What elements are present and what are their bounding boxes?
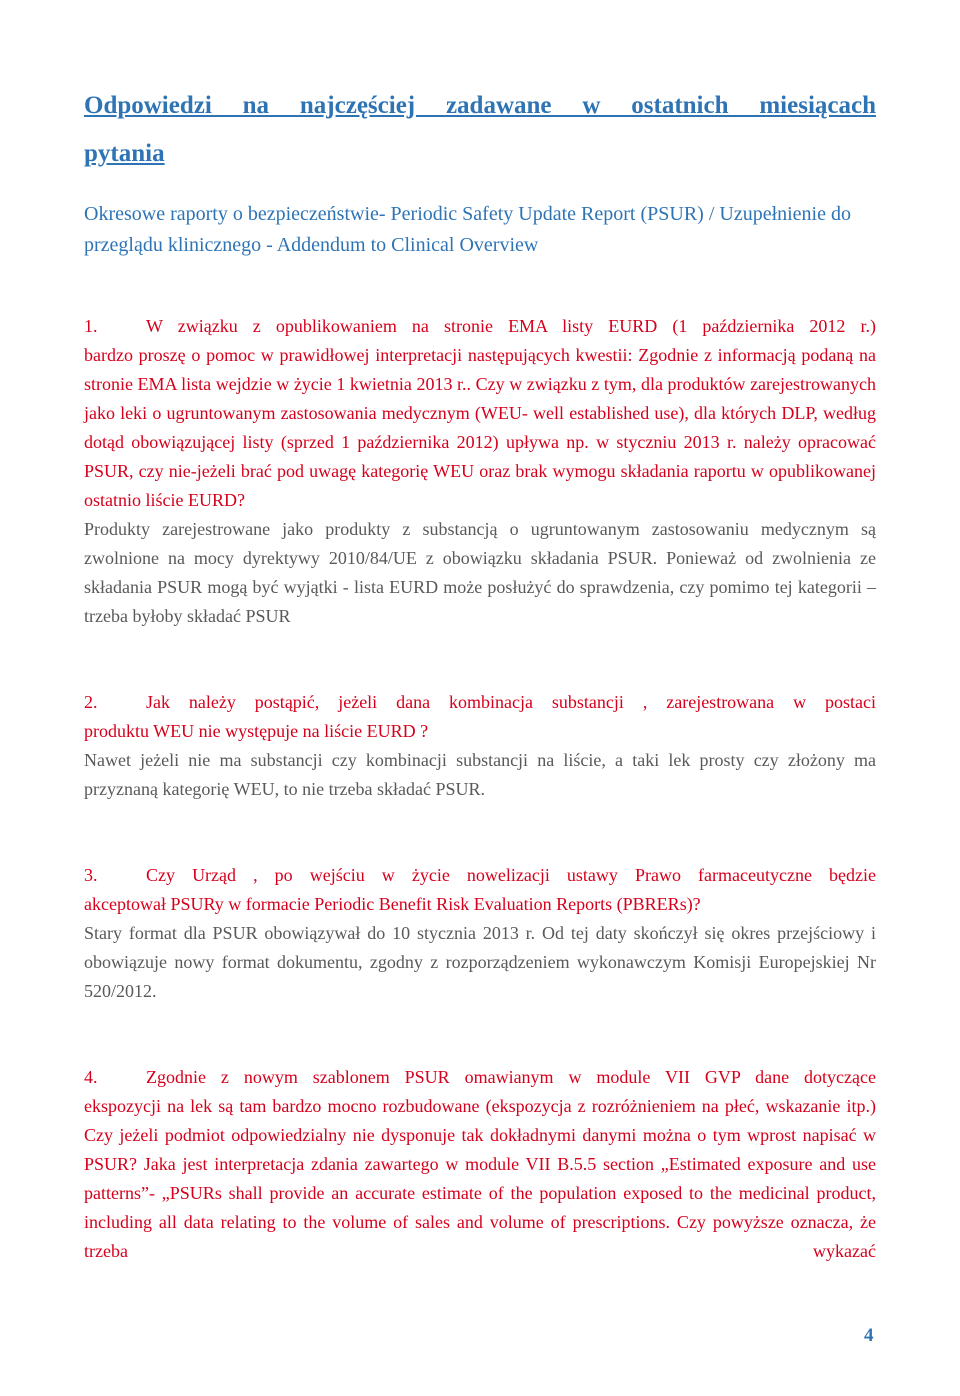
item-number: 4.: [84, 1067, 98, 1087]
document-page: [84, 82, 876, 1266]
qa-item-2: [84, 688, 876, 804]
title-line-2: pytania: [84, 140, 165, 167]
section-subtitle: Okresowe raporty o bezpieczeństwie- Periodic Safety Update Report (PSUR) / Uzupełnienie do przeglądu klinicznego - Addendum to Clinical Overview: [84, 203, 851, 256]
question-text: ekspozycji na lek są tam bardzo mocno rozbudowane (ekspozycja z rozróżnieniem na płeć, wskazanie itp.) Czy jeżeli podmiot odpowiedzialny nie dysponuje tak dokładnymi danymi można o tym wprost napisać w PSUR? Jaka jest interpretacja zdania zawartego w module VII B.5.5 section „Estimated exposure and use patterns”- „PSURs shall provide an accurate estimate of the population exposed to the medicinal product, including all data relating to the volume of sales and volume of prescriptions. Czy powyższe oznacza, że trzeba wykazać: [84, 1096, 876, 1261]
question-text: produktu WEU nie występuje na liście EURD ?: [84, 721, 429, 741]
item-number: 2.: [84, 692, 98, 712]
item-number: 1.: [84, 316, 98, 336]
title-line-1: Odpowiedzi na najczęściej zadawane w ostatnich miesiącach: [84, 92, 876, 119]
answer-text: Stary format dla PSUR obowiązywał do 10 stycznia 2013 r. Od tej daty skończył się okres przejściowy i obowiązuje nowy format dokumentu, zgodny z rozporządzeniem wykonawczym Komisji Europejskiej Nr 520/2012.: [84, 923, 876, 1001]
question-lead: 2. Jak należy postąpić, jeżeli dana kombinacja substancji , zarejestrowana w postaci: [84, 688, 876, 717]
qa-item-3: [84, 861, 876, 1006]
question-lead: 4. Zgodnie z nowym szablonem PSUR omawianym w module VII GVP dane dotyczące: [84, 1063, 876, 1092]
question-lead: 1. W związku z opublikowaniem na stronie EMA listy EURD (1 października 2012 r.): [84, 312, 876, 341]
page-title: [84, 82, 876, 178]
question-lead: 3. Czy Urząd , po wejściu w życie nowelizacji ustawy Prawo farmaceutyczne będzie: [84, 861, 876, 890]
item-number: 3.: [84, 865, 98, 885]
qa-item-1: [84, 312, 876, 631]
qa-item-4: [84, 1063, 876, 1266]
question-text: akceptował PSURy w formacie Periodic Benefit Risk Evaluation Reports (PBRERs)?: [84, 894, 701, 914]
answer-text: Nawet jeżeli nie ma substancji czy kombinacji substancji na liście, a taki lek prosty czy złożony ma przyznaną kategorię WEU, to nie trzeba składać PSUR.: [84, 750, 876, 799]
question-text: bardzo proszę o pomoc w prawidłowej interpretacji następujących kwestii: Zgodnie z informacją podaną na stronie EMA lista wejdzie w życie 1 kwietnia 2013 r.. Czy w związku z tym, dla produktów zarejestrowanych jako leki o ugruntowanym zastosowania medycznym (WEU- well established use), dla których DLP, według dotąd obowiązującej listy (sprzed 1 października 2012) upływa np. w styczniu 2013 r. należy opracować PSUR, czy nie-jeżeli brać pod uwagę kategorię WEU oraz brak wymogu składania raportu w opublikowanej ostatnio liście EURD?: [84, 345, 876, 510]
page-number: 4: [864, 1325, 874, 1346]
answer-text: Produkty zarejestrowane jako produkty z substancją o ugruntowanym zastosowaniu medycznym są zwolnione na mocy dyrektywy 2010/84/UE z obowiązku składania PSUR. Ponieważ od zwolnienia ze składania PSUR mogą być wyjątki - lista EURD może posłużyć do sprawdzenia, czy pomimo tej kategorii – trzeba byłoby składać PSUR: [84, 519, 876, 626]
